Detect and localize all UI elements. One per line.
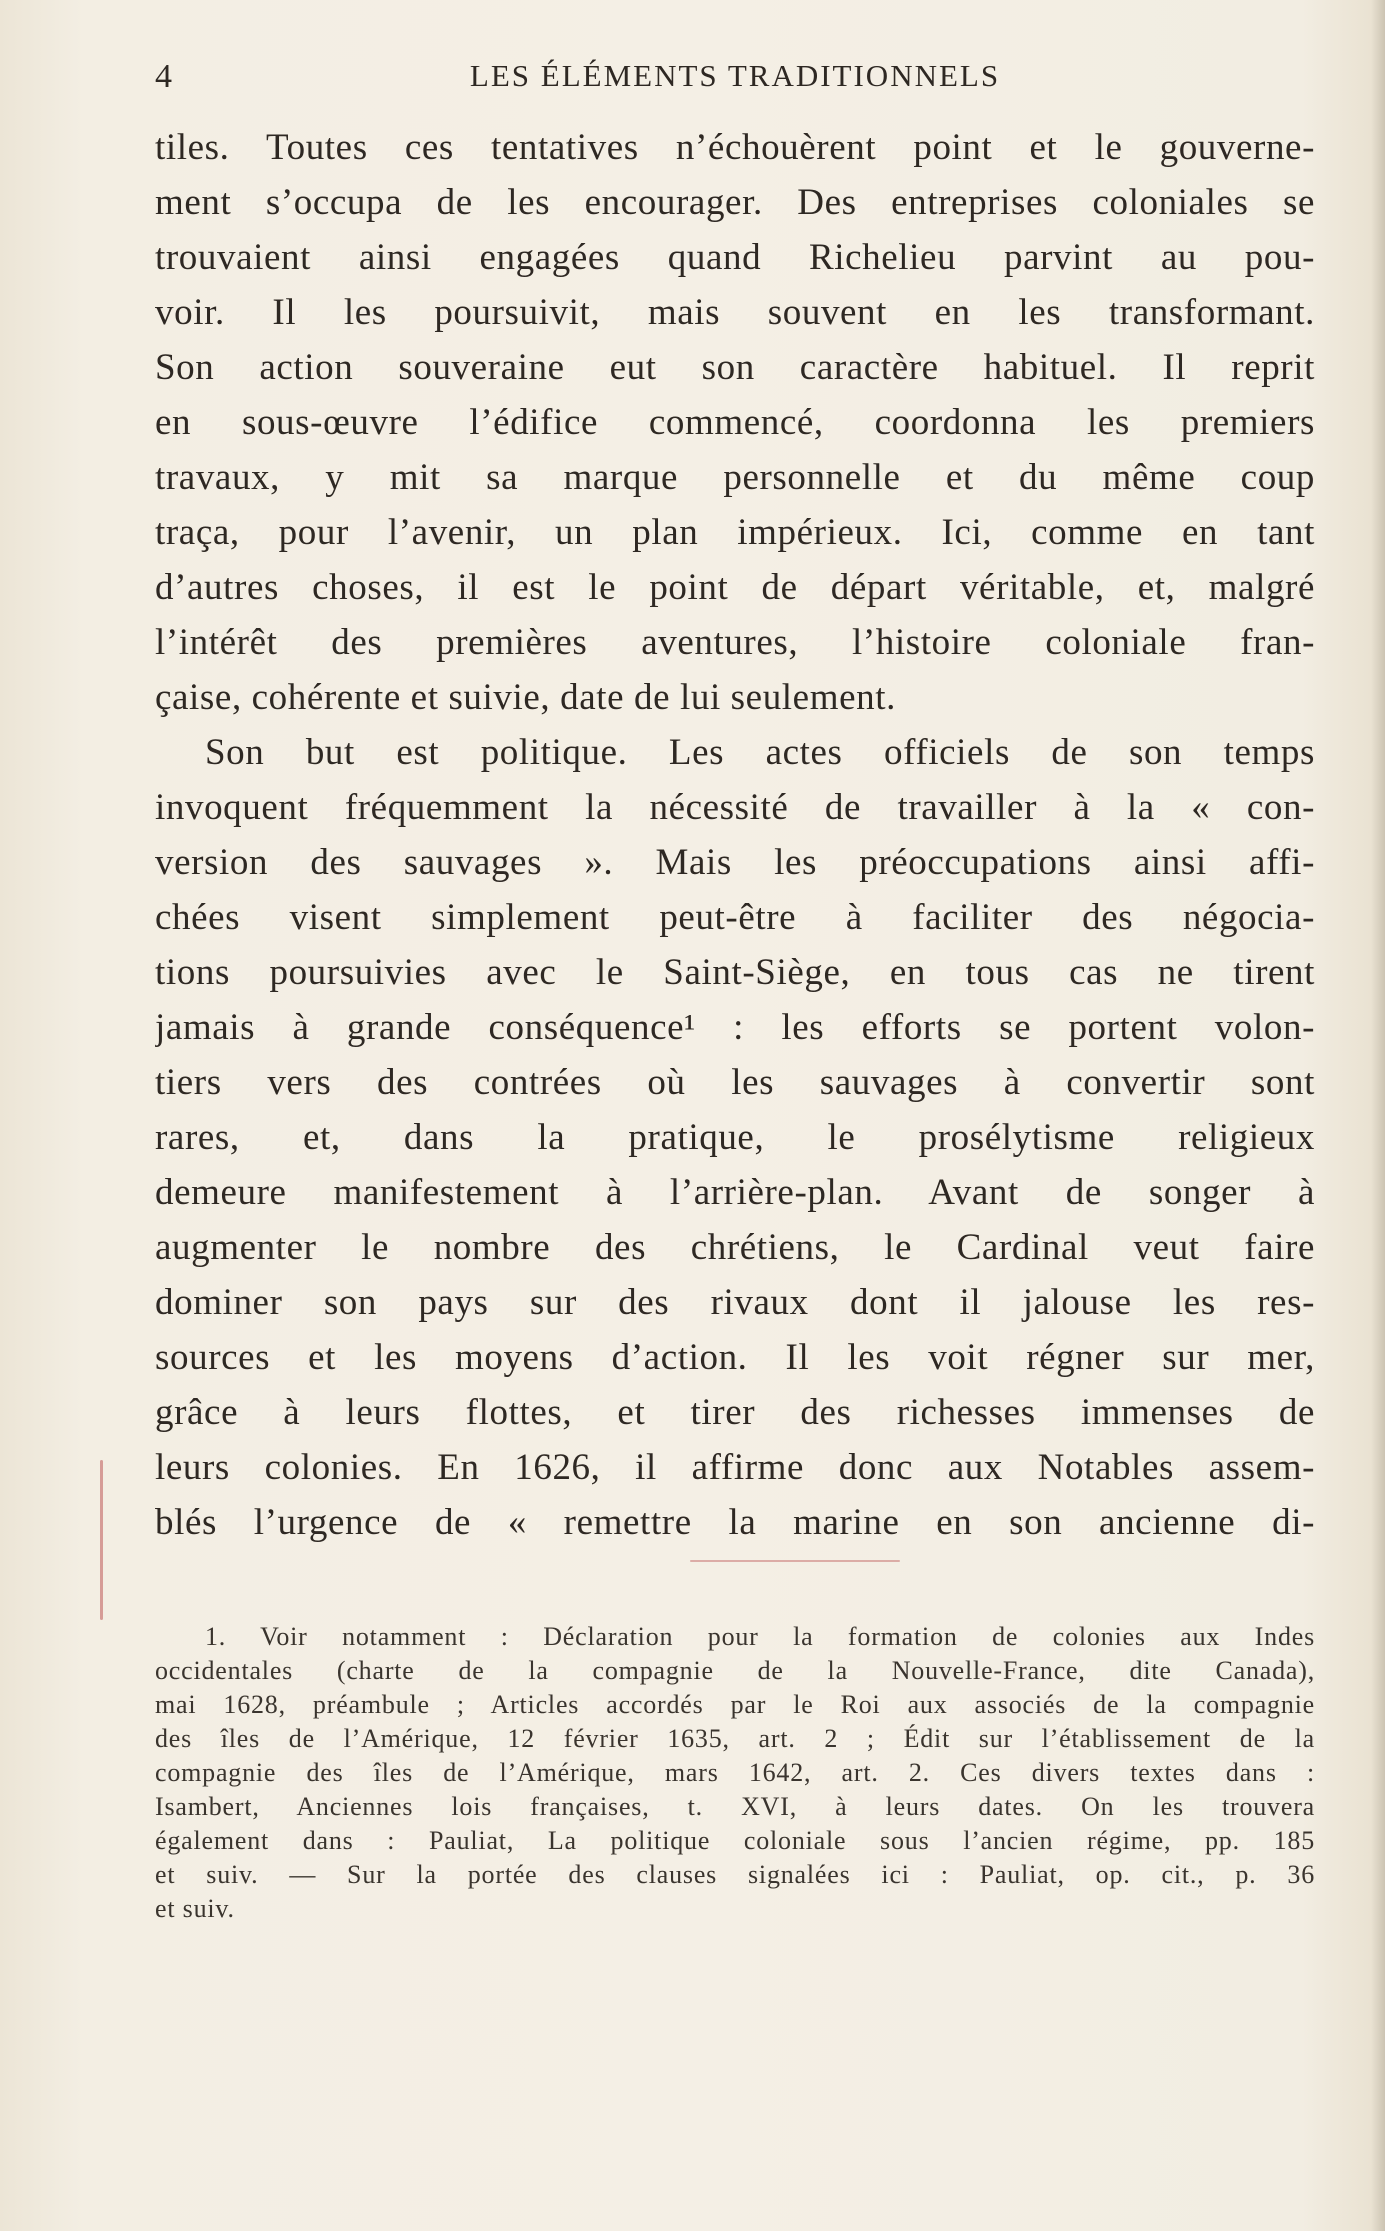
footnote-line: occidentales (charte de la compagnie de la Nouvelle-France, dite Canada), (155, 1656, 1315, 1685)
text-line: en sous-œuvre l’édifice commencé, coordonna les premiers (155, 402, 1315, 443)
text-line: d’autres choses, il est le point de départ véritable, et, malgré (155, 567, 1315, 608)
text-line: jamais à grande conséquence¹ : les efforts se portent volon- (155, 1007, 1315, 1048)
footnote-line: 1. Voir notamment : Déclaration pour la formation de colonies aux Indes (205, 1622, 1315, 1651)
text-line: tiers vers des contrées où les sauvages à convertir sont (155, 1062, 1315, 1103)
text-line: invoquent fréquemment la nécessité de travailler à la « con- (155, 787, 1315, 828)
text-line: augmenter le nombre des chrétiens, le Cardinal veut faire (155, 1227, 1315, 1268)
text-line: blés l’urgence de « remettre la marine en son ancienne di- (155, 1502, 1315, 1543)
text-line: trouvaient ainsi engagées quand Richelieu parvint au pou- (155, 237, 1315, 278)
text-line: tions poursuivies avec le Saint-Siège, en tous cas ne tirent (155, 952, 1315, 993)
page-edge-shadow (1371, 0, 1385, 2231)
body-text (155, 120, 1315, 1550)
text-line: travaux, y mit sa marque personnelle et du même coup (155, 457, 1315, 498)
footnote-line: Isambert, Anciennes lois françaises, t. XVI, à leurs dates. On les trouvera (155, 1792, 1315, 1821)
text-line: voir. Il les poursuivit, mais souvent en les transformant. (155, 292, 1315, 333)
footnote (155, 1620, 1315, 1926)
text-line: traça, pour l’avenir, un plan impérieux. Ici, comme en tant (155, 512, 1315, 553)
text-line: l’intérêt des premières aventures, l’histoire coloniale fran- (155, 622, 1315, 663)
margin-pencil-mark (100, 1460, 103, 1620)
text-line: rares, et, dans la pratique, le prosélytisme religieux (155, 1117, 1315, 1158)
text-line: çaise, cohérente et suivie, date de lui seulement. (155, 677, 896, 718)
footnote-line: également dans : Pauliat, La politique coloniale sous l’ancien régime, pp. 185 (155, 1826, 1315, 1855)
text-line: Son but est politique. Les actes officiels de son temps (205, 732, 1315, 773)
text-line: leurs colonies. En 1626, il affirme donc aux Notables assem- (155, 1447, 1315, 1488)
running-head: LES ÉLÉMENTS TRADITIONNELS (469, 58, 1001, 93)
text-line: ment s’occupa de les encourager. Des entreprises coloniales se (155, 182, 1315, 223)
text-line: grâce à leurs flottes, et tirer des richesses immenses de (155, 1392, 1315, 1433)
text-line: dominer son pays sur des rivaux dont il jalouse les res- (155, 1282, 1315, 1323)
footnote-line: compagnie des îles de l’Amérique, mars 1642, art. 2. Ces divers textes dans : (155, 1758, 1315, 1787)
footnote-line: et suiv. (155, 1894, 235, 1923)
text-line: tiles. Toutes ces tentatives n’échouèrent point et le gouverne- (155, 127, 1315, 168)
text-line: chées visent simplement peut-être à faciliter des négocia- (155, 897, 1315, 938)
footnote-line: et suiv. — Sur la portée des clauses signalées ici : Pauliat, op. cit., p. 36 (155, 1860, 1315, 1889)
text-line: demeure manifestement à l’arrière-plan. Avant de songer à (155, 1172, 1315, 1213)
footnote-line: mai 1628, préambule ; Articles accordés par le Roi aux associés de la compagnie (155, 1690, 1315, 1719)
text-line: Son action souveraine eut son caractère habituel. Il reprit (155, 347, 1315, 388)
pencil-underline (690, 1560, 900, 1562)
page-number: 4 (155, 58, 173, 95)
page-header (155, 58, 1315, 106)
text-line: version des sauvages ». Mais les préoccupations ainsi affi- (155, 842, 1315, 883)
text-line: sources et les moyens d’action. Il les voit régner sur mer, (155, 1337, 1315, 1378)
footnote-line: des îles de l’Amérique, 12 février 1635, art. 2 ; Édit sur l’établissement de la (155, 1724, 1315, 1753)
